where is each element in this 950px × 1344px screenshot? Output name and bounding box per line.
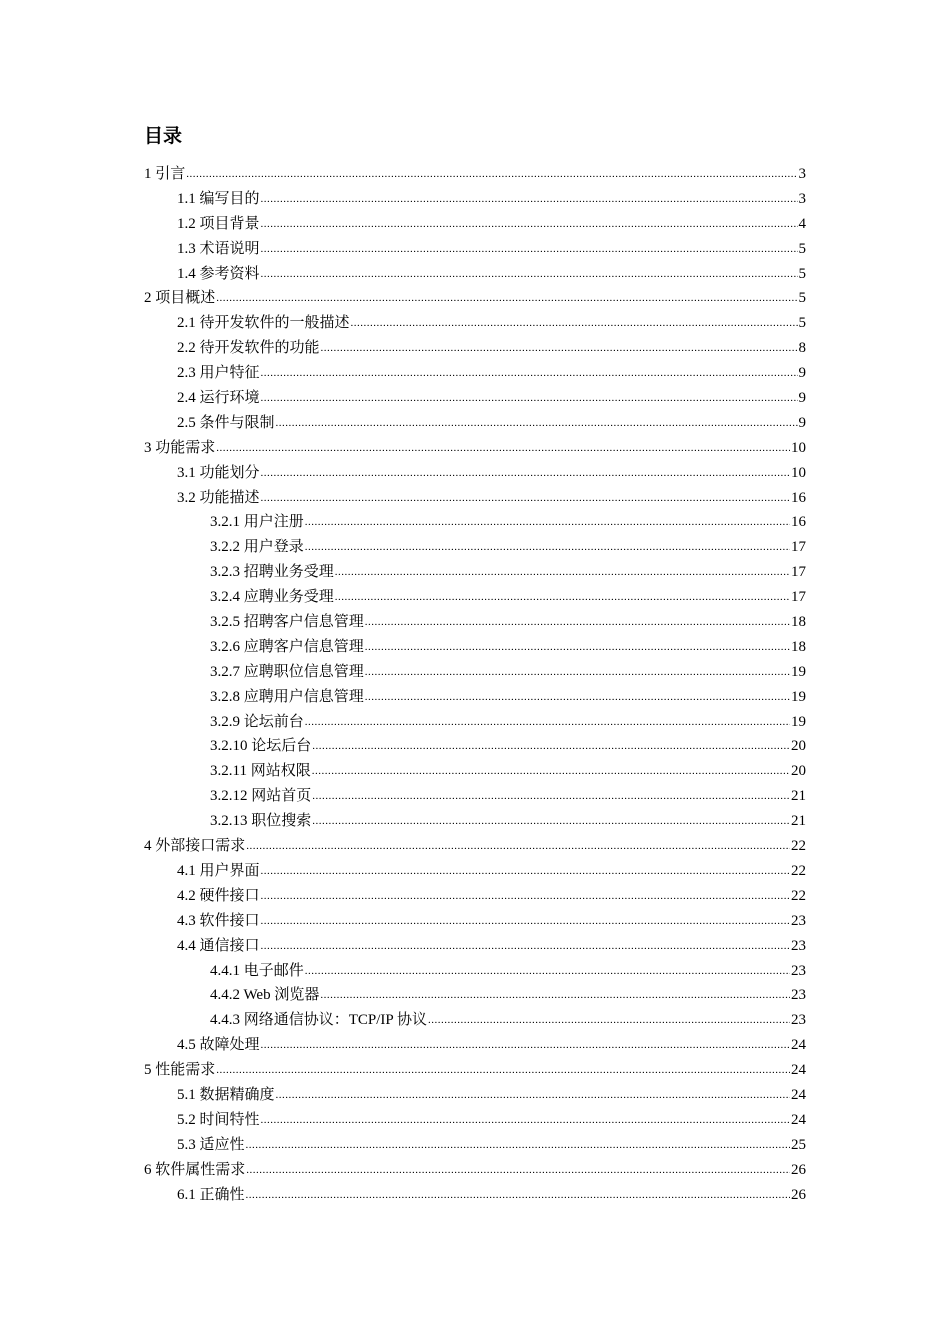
dot-leader (261, 461, 790, 486)
dot-leader (261, 1033, 790, 1058)
toc-entry-text: 3.2.11 网站权限 (210, 763, 311, 780)
toc-entry-text: 3.2 功能描述 (177, 489, 260, 506)
toc-page-number: 5 (798, 315, 806, 332)
toc-entry[interactable] (144, 710, 806, 735)
dot-leader (261, 212, 798, 237)
toc-page-number: 20 (791, 738, 806, 755)
toc-page-number: 8 (798, 340, 806, 357)
toc-page-number: 19 (791, 663, 806, 680)
toc-entry-text: 4.5 故障处理 (177, 1037, 260, 1054)
toc-entry-text: 4.4.1 电子邮件 (210, 962, 304, 979)
toc-entry[interactable] (144, 386, 806, 411)
toc-page-number: 17 (791, 539, 806, 556)
dot-leader (312, 784, 790, 809)
toc-page-number: 22 (791, 887, 806, 904)
toc-page-number: 9 (798, 365, 806, 382)
dot-leader (246, 834, 790, 859)
toc-entry[interactable] (144, 212, 806, 237)
dot-leader (305, 710, 790, 735)
toc-page-number: 10 (791, 464, 806, 481)
toc-entry-text: 3.2.3 招聘业务受理 (210, 564, 334, 581)
toc-entry-text: 2.4 运行环境 (177, 390, 260, 407)
toc-page-number: 26 (791, 1161, 806, 1178)
toc-entry[interactable] (144, 1058, 806, 1083)
dot-leader (428, 1008, 790, 1033)
toc-page-number: 9 (798, 414, 806, 431)
toc-entry-text: 5.2 时间特性 (177, 1111, 260, 1128)
toc-page-number: 20 (791, 763, 806, 780)
dot-leader (335, 560, 790, 585)
toc-entry[interactable] (144, 1083, 806, 1108)
toc-page-number: 16 (791, 514, 806, 531)
toc-page-number: 3 (798, 166, 806, 182)
dot-leader (246, 1158, 790, 1183)
dot-leader (305, 510, 790, 535)
toc-entry[interactable] (144, 187, 806, 212)
dot-leader (351, 311, 798, 336)
toc-entry[interactable] (144, 934, 806, 959)
toc-entry[interactable] (144, 162, 806, 187)
toc-entry-text: 1.3 术语说明 (177, 240, 260, 257)
dot-leader (365, 635, 790, 660)
toc-entry[interactable] (144, 1183, 806, 1208)
toc-page-number: 19 (791, 688, 806, 705)
toc-entry[interactable] (144, 859, 806, 884)
toc-entry-text: 3.2.9 论坛前台 (210, 713, 304, 730)
toc-page-number: 18 (791, 614, 806, 631)
dot-leader (320, 983, 790, 1008)
dot-leader (246, 1133, 790, 1158)
toc-entry-text: 3.2.8 应聘用户信息管理 (210, 688, 364, 705)
toc-entry[interactable] (144, 336, 806, 361)
toc-page-number: 17 (791, 564, 806, 581)
toc-entry[interactable] (144, 734, 806, 759)
toc-entry-text: 2.1 待开发软件的一般描述 (177, 315, 350, 332)
toc-entry-text: 1.4 参考资料 (177, 265, 260, 282)
toc-entry[interactable] (144, 461, 806, 486)
toc-page-number: 21 (791, 788, 806, 805)
toc-page-number: 21 (791, 813, 806, 830)
toc-entry[interactable] (144, 585, 806, 610)
toc-entry[interactable] (144, 759, 806, 784)
toc-page-number: 24 (791, 1111, 806, 1128)
toc-entry-text: 4.4 通信接口 (177, 937, 260, 954)
dot-leader (261, 237, 798, 262)
dot-leader (261, 361, 798, 386)
toc-page-number: 24 (791, 1062, 806, 1079)
toc-entry-text: 3.2.1 用户注册 (210, 514, 304, 531)
toc-entry[interactable] (144, 1158, 806, 1183)
toc-entry[interactable] (144, 311, 806, 336)
toc-entry-text: 4.1 用户界面 (177, 862, 260, 879)
dot-leader (305, 959, 790, 984)
toc-entry-text: 4.4.2 Web 浏览器 (210, 987, 320, 1004)
toc-entry[interactable] (144, 1008, 806, 1033)
toc-entry[interactable] (144, 361, 806, 386)
toc-entry[interactable] (144, 411, 806, 436)
dot-leader (261, 884, 790, 909)
toc-entry-text: 1.2 项目背景 (177, 215, 260, 232)
toc-page-number: 26 (791, 1186, 806, 1203)
dot-leader (276, 1083, 790, 1108)
dot-leader (261, 187, 798, 212)
toc-page-number: 10 (791, 439, 806, 456)
toc-entry-text: 5 性能需求 (144, 1062, 216, 1079)
toc-page-number: 16 (791, 489, 806, 506)
toc-page-number: 9 (798, 390, 806, 407)
toc-entry[interactable] (144, 510, 806, 535)
dot-leader (312, 759, 790, 784)
dot-leader (365, 660, 790, 685)
toc-entry[interactable] (144, 660, 806, 685)
dot-leader (276, 411, 798, 436)
dot-leader (261, 1108, 790, 1133)
dot-leader (261, 386, 798, 411)
toc-entry-text: 4.2 硬件接口 (177, 887, 260, 904)
toc-entry[interactable] (144, 635, 806, 660)
toc-entry[interactable] (144, 560, 806, 585)
toc-entry[interactable] (144, 884, 806, 909)
toc-page-number: 25 (791, 1136, 806, 1153)
toc-entry-text: 2.3 用户特征 (177, 365, 260, 382)
toc-entry-text: 3.2.12 网站首页 (210, 788, 312, 805)
toc-entry-text: 4.3 软件接口 (177, 912, 260, 929)
dot-leader (261, 262, 798, 287)
toc-entry[interactable] (144, 610, 806, 635)
toc-entry[interactable] (144, 784, 806, 809)
toc-page-number: 24 (791, 1086, 806, 1103)
toc-entry-text: 1.1 编写目的 (177, 190, 260, 207)
toc-entry[interactable] (144, 959, 806, 984)
toc-entry-text: 3.2.13 职位搜索 (210, 813, 312, 830)
toc-entry-text: 3.2.4 应聘业务受理 (210, 589, 334, 606)
dot-leader (186, 162, 797, 187)
toc-page-number: 17 (791, 589, 806, 606)
toc-entry[interactable] (144, 909, 806, 934)
toc-entry-text: 3.2.2 用户登录 (210, 539, 304, 556)
dot-leader (261, 859, 790, 884)
toc-entry-text: 4.4.3 网络通信协议：TCP/IP 协议 (210, 1012, 427, 1029)
toc-page-number: 23 (791, 987, 806, 1004)
dot-leader (216, 436, 790, 461)
dot-leader (216, 1058, 790, 1083)
toc-entry[interactable] (144, 685, 806, 710)
toc-page-number: 24 (791, 1037, 806, 1054)
toc-entry-text: 2.5 条件与限制 (177, 414, 275, 431)
toc-entry[interactable] (144, 436, 806, 461)
toc-entry[interactable] (144, 983, 806, 1008)
dot-leader (246, 1183, 790, 1208)
toc-entry-text: 3 功能需求 (144, 439, 216, 456)
toc-entry[interactable] (144, 1033, 806, 1058)
table-of-contents (144, 162, 806, 1207)
toc-entry[interactable] (144, 486, 806, 511)
toc-entry-text: 2.2 待开发软件的功能 (177, 340, 320, 357)
dot-leader (365, 610, 790, 635)
toc-page-number: 23 (791, 962, 806, 979)
toc-page-number: 22 (791, 862, 806, 879)
toc-entry-text: 6 软件属性需求 (144, 1161, 246, 1178)
toc-entry-text: 3.2.5 招聘客户信息管理 (210, 614, 364, 631)
toc-entry-text: 4 外部接口需求 (144, 838, 246, 855)
dot-leader (261, 909, 790, 934)
toc-page-number: 22 (791, 838, 806, 855)
toc-page-number: 3 (798, 190, 806, 207)
toc-page-number: 23 (791, 1012, 806, 1029)
dot-leader (321, 336, 798, 361)
toc-entry[interactable] (144, 535, 806, 560)
toc-entry[interactable] (144, 1108, 806, 1133)
toc-page-number: 5 (798, 240, 806, 257)
toc-entry-text: 6.1 正确性 (177, 1186, 245, 1203)
toc-entry[interactable] (144, 237, 806, 262)
toc-entry-text: 1 引言 (144, 166, 186, 182)
toc-entry[interactable] (144, 809, 806, 834)
dot-leader (365, 685, 790, 710)
toc-entry-text: 3.2.6 应聘客户信息管理 (210, 638, 364, 655)
dot-leader (261, 934, 790, 959)
toc-entry-text: 3.2.7 应聘职位信息管理 (210, 663, 364, 680)
toc-entry-text: 3.2.10 论坛后台 (210, 738, 312, 755)
toc-page-number: 23 (791, 912, 806, 929)
toc-entry-text: 5.1 数据精确度 (177, 1086, 275, 1103)
toc-page-number: 23 (791, 937, 806, 954)
dot-leader (312, 809, 790, 834)
toc-entry-text: 3.1 功能划分 (177, 464, 260, 481)
toc-entry[interactable] (144, 834, 806, 859)
toc-entry[interactable] (144, 262, 806, 287)
toc-entry-text: 2 项目概述 (144, 290, 216, 307)
dot-leader (312, 734, 790, 759)
toc-page-number: 4 (798, 215, 806, 232)
toc-page-number: 19 (791, 713, 806, 730)
toc-page-number: 18 (791, 638, 806, 655)
dot-leader (335, 585, 790, 610)
dot-leader (261, 486, 790, 511)
toc-title: 目录 (144, 126, 183, 147)
toc-page-number: 5 (798, 290, 806, 307)
toc-entry-text: 5.3 适应性 (177, 1136, 245, 1153)
toc-entry[interactable] (144, 1133, 806, 1158)
dot-leader (305, 535, 790, 560)
toc-page-number: 5 (798, 265, 806, 282)
toc-entry[interactable] (144, 286, 806, 311)
dot-leader (216, 286, 797, 311)
